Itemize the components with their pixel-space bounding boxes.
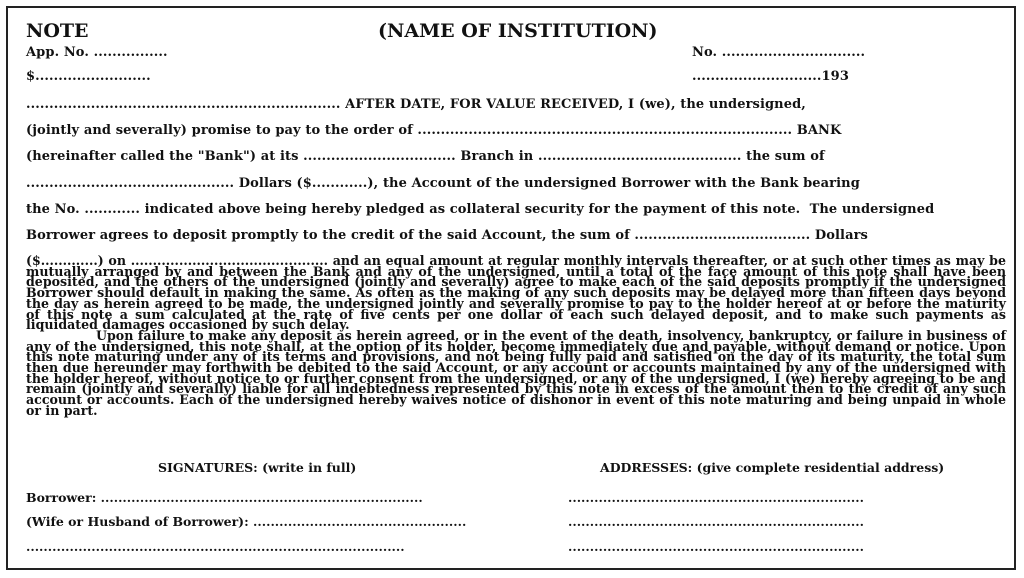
form-line-3: (hereinafter called the "Bank") at its ................................. Branch in ............................................ the sum of [26, 149, 825, 164]
address-line-2: .................................................................... [568, 514, 864, 529]
form-line-6: Borrower agrees to deposit promptly to the credit of the said Account, the sum of ...................................... Dollars [26, 228, 868, 243]
form-line-4: ............................................. Dollars ($............), the Account of the undersigned Borrower with the Bank bearing [26, 176, 860, 191]
note-label: NOTE [26, 20, 89, 42]
address-line-1: .................................................................... [568, 490, 864, 505]
note-no-field: No. ............................... [692, 45, 866, 60]
terms-paragraph-2: Upon failure to make any deposit as herein agreed, or in the event of the death, insolvency, bankruptcy, or failure in business of any of the undersigned, this note shall, at the option of its holder, become immediately due and payable, without demand or notice. Upon this note maturing under any of its terms and provisions, and not being fully paid and satisfied on the day of its maturity, the total sum then due hereunder may forthwith be debited to the said Account, or any account or accounts maintained by any of the undersigned with the holder hereof, without notice to or further consent from the undersigned, or any of the undersigned, I (we) hereby agreeing to be and remain (jointly and severally) liable for all indebtedness represented by this note in excess of the amount then to the credit of any such account or accounts. Each of the undersigned hereby waives notice of dishonor in event of this note maturing and being unpaid in whole or in part. [26, 327, 1006, 418]
spouse-signature-line: (Wife or Husband of Borrower): ................................................. [26, 514, 467, 529]
extra-signature-line: ....................................................................................... [26, 539, 405, 554]
borrower-signature-line: Borrower: .......................................................................... [26, 490, 423, 505]
address-line-3: .................................................................... [568, 539, 864, 554]
signatures-heading: SIGNATURES: (write in full) [158, 460, 357, 475]
date-field: ............................193 [692, 69, 849, 84]
amount-field: $......................... [26, 69, 151, 84]
institution-name: (NAME OF INSTITUTION) [378, 20, 658, 42]
note-terms [26, 253, 1006, 418]
terms-paragraph-1: ($.............) on ............................................. and an equal amount at regular monthly intervals thereafter, or at such other times as may be mutually arranged by and between the Bank and any of the undersigned, until a total of the face amount of this note shall have been deposited, and the others of the undersigned (jointly and severally) agree to make each of the said deposits promptly if the undersigned Borrower should default in making the same. As often as the making of any such deposits may be delayed more than fifteen days beyond the day as herein agreed to be made, the undersigned jointly and severally promise to pay to the holder hereof at or before the maturity of this note a sum calculated at the rate of five cents per one dollar of each such delayed deposit, and to make such payments as liquidated damages occasioned by such delay. [26, 253, 1006, 333]
note-form [6, 6, 1016, 570]
form-line-2: (jointly and severally) promise to pay to the order of ................................................................................. BANK [26, 123, 842, 138]
form-line-1: .................................................................... AFTER DATE, FOR VALUE RECEIVED, I (we), the undersigned, [26, 97, 806, 112]
addresses-heading: ADDRESSES: (give complete residential address) [600, 460, 945, 475]
form-line-5: the No. ............ indicated above being hereby pledged as collateral security for the payment of this note. The undersigned [26, 202, 935, 217]
app-no-field: App. No. ................ [26, 45, 168, 60]
